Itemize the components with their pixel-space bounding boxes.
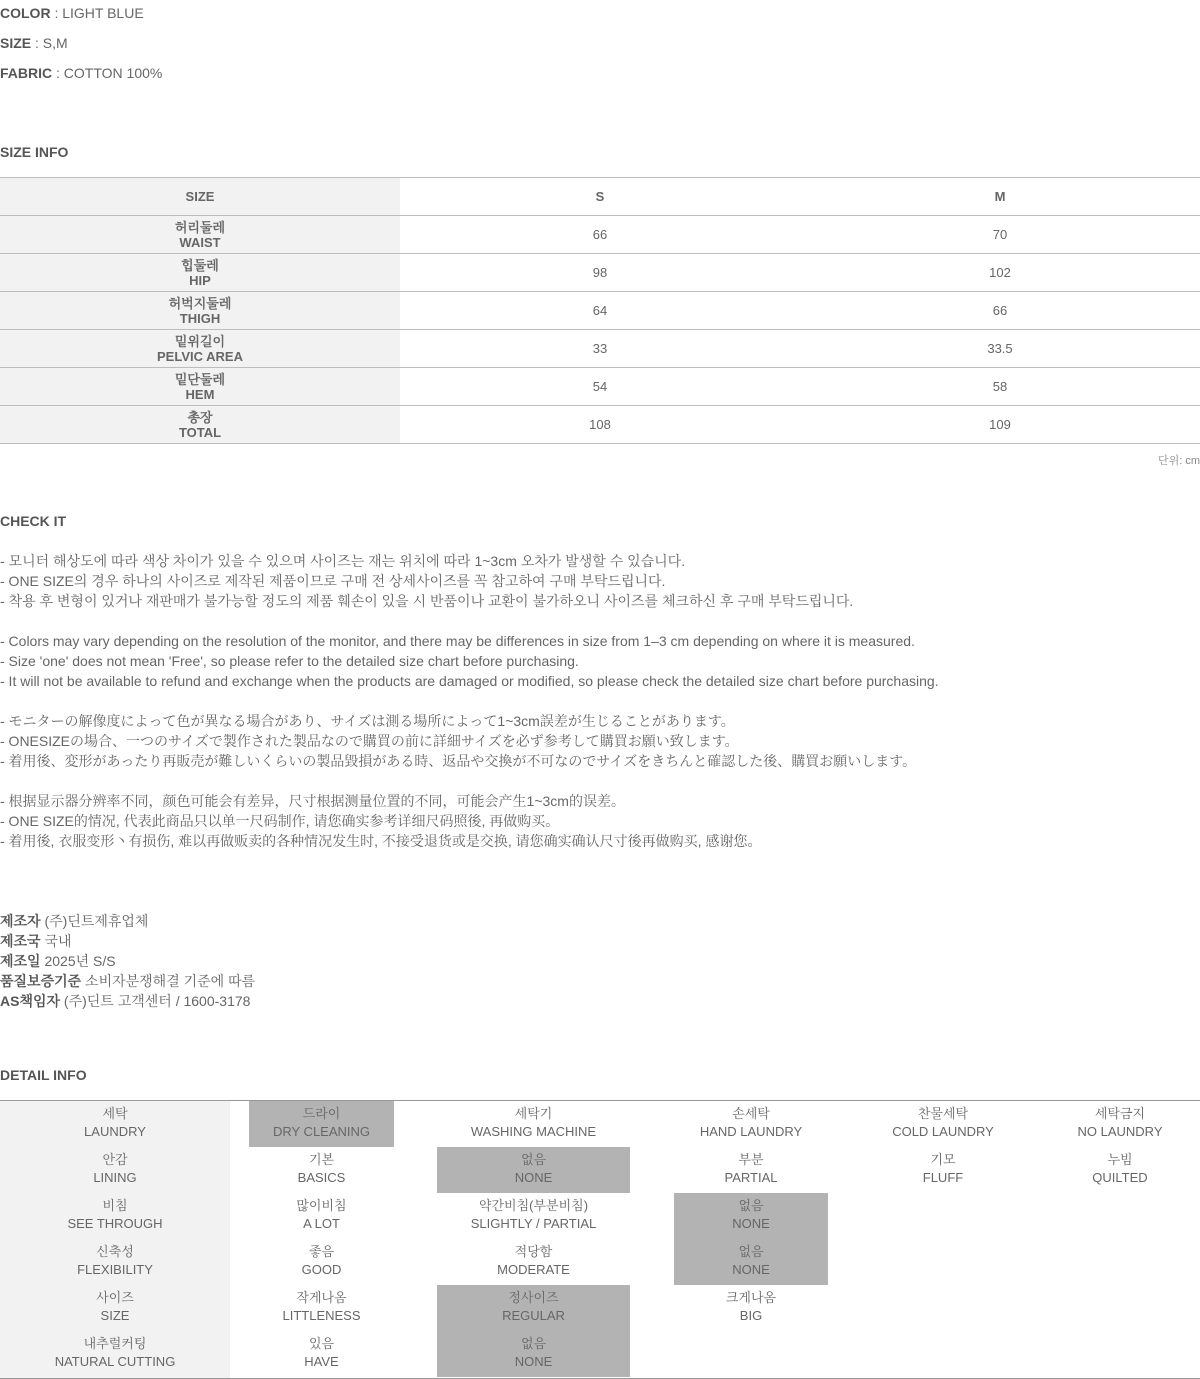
- detail-en: HAND LAUNDRY: [699, 1124, 803, 1139]
- detail-row-label: [0, 1197, 230, 1233]
- size-s-value: 66: [400, 216, 800, 254]
- detail-ko: 크게나옴: [725, 1290, 777, 1305]
- detail-ko: 안감: [102, 1152, 128, 1167]
- detail-ko: 없음: [738, 1244, 764, 1259]
- detail-option: [249, 1335, 394, 1371]
- label-en: THIGH: [179, 310, 221, 326]
- size-s-value: 33: [400, 330, 800, 368]
- detail-row-label: [0, 1151, 230, 1187]
- detail-ko: 사이즈: [96, 1290, 134, 1305]
- size-m-value: 70: [800, 216, 1200, 254]
- maker-line: AS책임자 (주)딘트 고객센터 / 1600-3178: [0, 993, 251, 1009]
- maker-line: 품질보증기준 소비자분쟁해결 기준에 따름: [0, 973, 256, 989]
- maker-line: 제조국 국내: [0, 933, 72, 949]
- size-row: [0, 216, 1200, 254]
- detail-ko: 좋음: [308, 1244, 335, 1259]
- detail-en: NONE: [732, 1216, 770, 1231]
- size-header-label: SIZE: [0, 178, 400, 216]
- detail-en: SEE THROUGH: [67, 1216, 163, 1231]
- detail-option: [858, 1105, 1028, 1141]
- size-row-label: [0, 254, 400, 292]
- detail-ko: 세탁기: [514, 1106, 553, 1121]
- size-s-value: 64: [400, 292, 800, 330]
- detail-option: [437, 1151, 630, 1187]
- note-line: - 착용 후 변형이 있거나 재판매가 불가능할 정도의 제품 훼손이 있을 시 반품이나 교환이 불가하오니 사이즈를 체크하신 후 구매 부탁드립니다.: [0, 593, 854, 609]
- size-m-value: 109: [800, 406, 1200, 444]
- detail-option: [249, 1289, 394, 1325]
- notes-chinese: [0, 791, 761, 851]
- notes-english: [0, 631, 939, 691]
- label-en: WAIST: [179, 234, 221, 250]
- detail-option: [437, 1289, 630, 1325]
- detail-en: GOOD: [301, 1262, 342, 1277]
- label-ko: 밑위길이: [174, 333, 226, 349]
- note-line: - モニターの解像度によって色が異なる場合があり、サイズは測る場所によって1~3cm誤差が生じることがあります。: [0, 713, 735, 729]
- detail-ko: 약간비침(부분비침): [478, 1198, 589, 1213]
- note-line: - Size 'one' does not mean 'Free', so please refer to the detailed size chart before purchasing.: [0, 653, 579, 669]
- maker-info: [0, 911, 255, 1011]
- detail-ko: 세탁금지: [1094, 1106, 1146, 1121]
- attr-color: COLOR : LIGHT BLUE: [0, 5, 144, 21]
- detail-row-label: [0, 1105, 230, 1141]
- detail-en: LINING: [93, 1170, 137, 1185]
- detail-ko: 내추럴커팅: [83, 1336, 147, 1351]
- detail-option: [437, 1243, 630, 1279]
- detail-option: [674, 1105, 828, 1141]
- label-ko: 허벅지둘레: [168, 295, 232, 311]
- size-row-label: [0, 216, 400, 254]
- detail-en: SLIGHTLY / PARTIAL: [470, 1216, 597, 1231]
- size-s-value: 98: [400, 254, 800, 292]
- detail-option: [249, 1197, 394, 1233]
- detail-en: NONE: [514, 1170, 553, 1185]
- size-s-value: 54: [400, 368, 800, 406]
- detail-info-heading: DETAIL INFO: [0, 1067, 87, 1083]
- detail-ko: 정사이즈: [508, 1290, 559, 1305]
- detail-ko: 많이비침: [296, 1198, 347, 1213]
- detail-option: [437, 1335, 630, 1371]
- attr-fabric: FABRIC : COTTON 100%: [0, 65, 163, 81]
- detail-row-label: [0, 1243, 230, 1279]
- detail-ko: 신축성: [96, 1244, 134, 1259]
- detail-en: NONE: [514, 1354, 553, 1369]
- attr-size: SIZE : S,M: [0, 35, 68, 51]
- detail-option: [437, 1105, 630, 1141]
- detail-ko: 없음: [520, 1152, 547, 1167]
- detail-option: [437, 1197, 630, 1233]
- detail-option: [1040, 1151, 1200, 1187]
- detail-en: BIG: [739, 1308, 763, 1323]
- size-header-row: [0, 178, 1200, 216]
- detail-en: HAVE: [304, 1354, 339, 1369]
- size-m-value: 66: [800, 292, 1200, 330]
- notes-korean: [0, 551, 853, 611]
- maker-line: 제조일 2025년 S/S: [0, 953, 116, 969]
- unit-note: 단위: cm: [1157, 455, 1200, 467]
- detail-ko: 기모: [930, 1152, 956, 1167]
- label-ko: 힙둘레: [181, 257, 219, 273]
- check-it-heading: CHECK IT: [0, 513, 67, 529]
- detail-en: FLEXIBILITY: [77, 1262, 153, 1277]
- size-row-label: [0, 406, 400, 444]
- detail-ko: 있음: [308, 1336, 335, 1351]
- detail-ko: 찬물세탁: [917, 1106, 969, 1121]
- label-ko: 허리둘레: [174, 219, 226, 235]
- detail-en: LITTLENESS: [282, 1308, 361, 1323]
- detail-option: [858, 1151, 1028, 1187]
- detail-ko: 부분: [738, 1152, 764, 1167]
- detail-option: [249, 1243, 394, 1279]
- detail-ko: 없음: [520, 1336, 547, 1351]
- size-s-value: 108: [400, 406, 800, 444]
- label-ko: 밑단둘레: [174, 371, 226, 387]
- note-line: - 着用後、変形があったり再販売が難しいくらいの製品毀損がある時、返品や交換が不可なのでサイズをきちんと確認した後、購買お願いします。: [0, 753, 917, 769]
- size-row: [0, 406, 1200, 444]
- detail-en: NATURAL CUTTING: [54, 1354, 176, 1369]
- size-row: [0, 368, 1200, 406]
- detail-en: SIZE: [100, 1308, 130, 1323]
- size-table: [0, 177, 1200, 444]
- detail-option: [249, 1151, 394, 1187]
- detail-ko: 없음: [738, 1198, 764, 1213]
- label-ko: 총장: [187, 409, 213, 425]
- detail-option: [249, 1105, 394, 1141]
- label-en: HIP: [189, 272, 211, 288]
- size-m-value: 102: [800, 254, 1200, 292]
- detail-en: BASICS: [297, 1170, 346, 1185]
- note-line: - 着用後, 衣服变形丶有损伤, 难以再做贩卖的各种情况发生时, 不接受退货或是交换, 请您确实确认尺寸後再做购买, 感谢您。: [0, 833, 762, 849]
- size-row-label: [0, 292, 400, 330]
- size-row: [0, 254, 1200, 292]
- detail-grid: [0, 1100, 1200, 1379]
- detail-ko: 기본: [308, 1152, 335, 1167]
- detail-en: NO LAUNDRY: [1077, 1124, 1163, 1139]
- label-en: HEM: [185, 386, 215, 402]
- detail-option: [1040, 1105, 1200, 1141]
- detail-row-label: [0, 1335, 230, 1371]
- detail-en: A LOT: [303, 1216, 340, 1231]
- note-line: - Colors may vary depending on the resolution of the monitor, and there may be differences in size from 1–3 cm depending on where it is measured.: [0, 633, 915, 649]
- detail-en: FLUFF: [922, 1170, 964, 1185]
- size-m-value: 33.5: [800, 330, 1200, 368]
- detail-option: [674, 1289, 828, 1325]
- detail-ko: 드라이: [302, 1106, 341, 1121]
- detail-en: QUILTED: [1092, 1170, 1148, 1185]
- size-row-label: [0, 368, 400, 406]
- detail-option: [674, 1197, 828, 1233]
- note-line: - 모니터 해상도에 따라 색상 차이가 있을 수 있으며 사이즈는 재는 위치에 따라 1~3cm 오차가 발생할 수 있습니다.: [0, 553, 686, 569]
- note-line: - ONE SIZE的情况, 代表此商品只以单一尺码制作, 请您确实参考详细尺码照後, 再做购买。: [0, 813, 560, 829]
- size-info-heading: SIZE INFO: [0, 144, 69, 160]
- detail-ko: 세탁: [102, 1106, 128, 1121]
- note-line: - 根据显示器分辨率不同，颜色可能会有差异，尺寸根据测量位置的不同，可能会产生1~3cm的误差。: [0, 793, 625, 809]
- detail-en: PARTIAL: [724, 1170, 778, 1185]
- note-line: - ONE SIZE의 경우 하나의 사이즈로 제작된 제품이므로 구매 전 상세사이즈를 꼭 참고하여 구매 부탁드립니다.: [0, 573, 666, 589]
- detail-en: WASHING MACHINE: [470, 1124, 597, 1139]
- detail-ko: 적당함: [514, 1244, 553, 1259]
- size-row: [0, 292, 1200, 330]
- size-row-label: [0, 330, 400, 368]
- size-row: [0, 330, 1200, 368]
- detail-en: MODERATE: [497, 1262, 570, 1277]
- detail-en: LAUNDRY: [84, 1124, 146, 1139]
- detail-en: NONE: [732, 1262, 770, 1277]
- detail-row-label: [0, 1289, 230, 1325]
- label-en: PELVIC AREA: [157, 348, 243, 364]
- size-header-m: M: [800, 178, 1200, 216]
- detail-en: REGULAR: [502, 1308, 565, 1323]
- detail-en: DRY CLEANING: [272, 1124, 371, 1139]
- detail-option: [674, 1243, 828, 1279]
- detail-ko: 작게나옴: [296, 1290, 347, 1305]
- size-header-s: S: [400, 178, 800, 216]
- note-line: - ONESIZEの場合、一つのサイズで製作された製品なので購買の前に詳細サイズを必ず参考して購買お願い致します。: [0, 733, 739, 749]
- detail-en: COLD LAUNDRY: [892, 1124, 994, 1139]
- note-line: - It will not be available to refund and exchange when the products are damaged or modified, so please check the detailed size chart before purchasing.: [0, 673, 939, 689]
- detail-ko: 누빔: [1107, 1152, 1133, 1167]
- size-m-value: 58: [800, 368, 1200, 406]
- detail-ko: 비침: [102, 1198, 128, 1213]
- notes-japanese: [0, 711, 916, 771]
- detail-ko: 손세탁: [732, 1106, 770, 1121]
- maker-line: 제조자 (주)딘트제휴업체: [0, 913, 149, 929]
- detail-option: [674, 1151, 828, 1187]
- label-en: TOTAL: [178, 424, 222, 440]
